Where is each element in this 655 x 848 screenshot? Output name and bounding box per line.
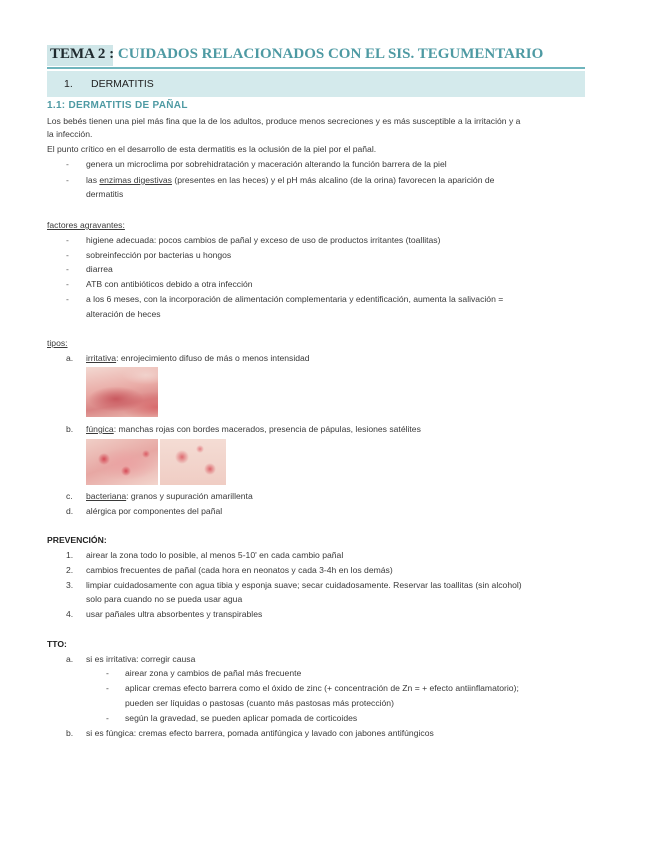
tto-fungica: si es fúngica: cremas efecto barrera, pomada antifúngica y lavado con jabones antifúngicos	[86, 728, 434, 738]
title-main: CUIDADOS RELACIONADOS CON EL SIS. TEGUMENTARIO	[117, 46, 544, 62]
prevencion-item-cont: solo para cuando no se pueda usar agua	[86, 594, 243, 604]
list-marker: 2.	[66, 565, 74, 575]
list-marker: b.	[66, 424, 74, 434]
intro-line: Los bebés tienen una piel más fina que la de los adultos, produce menos secreciones y es más susceptible a la irritación y a	[47, 116, 521, 126]
intro-line: El punto crítico en el desarrollo de esta dermatitis es la oclusión de la piel por el pañal.	[47, 144, 377, 154]
list-marker: b.	[66, 728, 74, 738]
tipo-irritativa	[86, 352, 310, 364]
section-heading	[47, 71, 585, 97]
tto-sub-item: airear zona y cambios de pañal más frecuente	[125, 668, 302, 678]
section-number: 1.	[64, 78, 73, 90]
prevencion-item: airear la zona todo lo posible, al menos 5-10' en cada cambio pañal	[86, 550, 344, 560]
prevencion-item: cambios frecuentes de pañal (cada hora en neonatos y cada 3-4h en los demás)	[86, 565, 393, 575]
tipo-term: irritativa	[86, 353, 117, 363]
bullet-dash: -	[66, 294, 69, 304]
underlined-term: enzimas digestivas	[99, 175, 172, 185]
tto-sub-item: según la gravedad, se pueden aplicar pomada de corticoides	[125, 713, 358, 723]
tto-sub-item: aplicar cremas efecto barrera como el óxido de zinc (+ concentración de Zn = + efecto antiinflamatorio);	[125, 683, 519, 693]
title-bar	[47, 45, 585, 69]
tipos-heading: tipos:	[47, 338, 68, 348]
intro-line: la infección.	[47, 129, 93, 139]
intro-bullet-text: (presentes en las heces) y el pH más alcalino (de la orina) favorecen la aparición de	[171, 175, 495, 185]
fungal-satellite-lesions-photo	[160, 439, 226, 485]
tipo-text: : granos y supuración amarillenta	[126, 491, 253, 501]
page-title	[50, 46, 543, 63]
list-marker: a.	[66, 353, 74, 363]
tipo-text: : manchas rojas con bordes macerados, presencia de pápulas, lesiones satélites	[113, 424, 421, 434]
bullet-dash: -	[66, 175, 69, 185]
factor-item: sobreinfección por bacterias u hongos	[86, 250, 232, 260]
list-marker: d.	[66, 506, 74, 516]
bullet-dash: -	[66, 279, 69, 289]
factor-item: diarrea	[86, 264, 113, 274]
tipo-term: fúngica	[86, 424, 114, 434]
tipo-bacteriana	[86, 490, 253, 502]
tipo-alergica: alérgica por componentes del pañal	[86, 506, 223, 516]
bullet-dash: -	[66, 250, 69, 260]
bullet-dash: -	[106, 713, 109, 723]
prevencion-heading: PREVENCIÓN:	[47, 535, 107, 545]
title-prefix: TEMA 2 :	[50, 46, 115, 62]
bullet-dash: -	[66, 159, 69, 169]
section-label: DERMATITIS	[91, 78, 154, 90]
intro-bullet-cont: dermatitis	[86, 189, 124, 199]
intro-bullet-text: las	[86, 175, 100, 185]
factores-heading: factores agravantes:	[47, 220, 125, 230]
irritant-dermatitis-photo	[86, 367, 158, 417]
list-marker: 4.	[66, 609, 74, 619]
tto-sub-item-cont: pueden ser líquidas o pastosas (cuanto más pastosas más protección)	[125, 698, 394, 708]
bullet-dash: -	[66, 264, 69, 274]
list-marker: a.	[66, 654, 74, 664]
bullet-dash: -	[66, 235, 69, 245]
tipo-text: : enrojecimiento difuso de más o menos intensidad	[116, 353, 310, 363]
tto-irritativa: si es irritativa: corregir causa	[86, 654, 196, 664]
list-marker: 3.	[66, 580, 74, 590]
factor-item-cont: alteración de heces	[86, 309, 161, 319]
bullet-dash: -	[106, 683, 109, 693]
prevencion-item: limpiar cuidadosamente con agua tibia y esponja suave; secar cuidadosamente. Reservar las toallitas (sin alcohol)	[86, 580, 522, 590]
intro-bullet	[86, 174, 494, 186]
tipo-term: bacteriana	[86, 491, 127, 501]
bullet-dash: -	[106, 668, 109, 678]
factor-item: ATB con antibióticos debido a otra infección	[86, 279, 253, 289]
list-marker: 1.	[66, 550, 74, 560]
subsection-heading: 1.1: DERMATITIS DE PAÑAL	[47, 100, 188, 111]
intro-bullet: genera un microclima por sobrehidratación y maceración alterando la función barrera de la piel	[86, 159, 447, 169]
tto-heading: TTO:	[47, 639, 67, 649]
list-marker: c.	[66, 491, 73, 501]
prevencion-item: usar pañales ultra absorbentes y transpirables	[86, 609, 263, 619]
fungal-dermatitis-photo	[86, 439, 158, 485]
factor-item: a los 6 meses, con la incorporación de alimentación complementaria y edentificación, aumenta la salivación =	[86, 294, 504, 304]
factor-item: higiene adecuada: pocos cambios de pañal y exceso de uso de productos irritantes (toallitas)	[86, 235, 441, 245]
tipo-fungica	[86, 423, 421, 435]
